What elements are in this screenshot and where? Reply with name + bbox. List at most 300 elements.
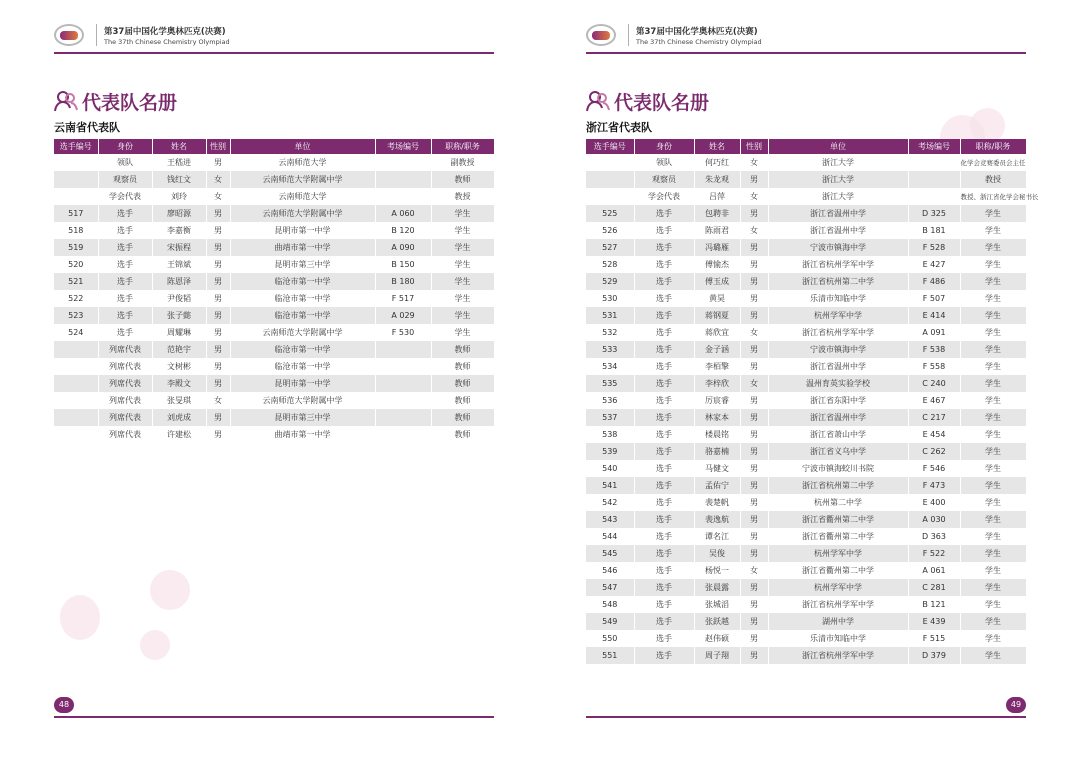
cell-title: 副教授 [431, 154, 494, 171]
cell-room: C 281 [908, 579, 960, 596]
cell-name: 范艳宇 [152, 341, 206, 358]
cell-name: 李嘉衡 [152, 222, 206, 239]
cell-room [375, 409, 431, 426]
cell-player-id: 519 [54, 239, 98, 256]
cell-sex: 男 [206, 154, 230, 171]
cell-name: 黄昊 [694, 290, 740, 307]
cell-player-id [54, 188, 98, 205]
cell-title: 学生 [431, 256, 494, 273]
cell-sex: 男 [206, 222, 230, 239]
cell-name: 刘玲 [152, 188, 206, 205]
cell-role: 选手 [98, 290, 152, 307]
cell-sex: 男 [206, 239, 230, 256]
cell-role: 选手 [98, 324, 152, 341]
cell-room: F 486 [908, 273, 960, 290]
olympiad-logo-icon [586, 24, 616, 46]
cell-title: 学生 [431, 239, 494, 256]
cell-player-id: 546 [586, 562, 634, 579]
cell-room: D 363 [908, 528, 960, 545]
cell-title: 教授 [960, 171, 1026, 188]
cell-name: 宋振程 [152, 239, 206, 256]
footer-rule [586, 716, 1026, 718]
cell-title: 学生 [960, 545, 1026, 562]
cell-unit: 昆明市第一中学 [230, 222, 375, 239]
cell-room [375, 358, 431, 375]
cell-sex: 男 [740, 494, 768, 511]
cell-room [908, 188, 960, 205]
cell-title: 学生 [431, 307, 494, 324]
cell-unit: 临沧市第一中学 [230, 358, 375, 375]
cell-sex: 男 [206, 426, 230, 443]
column-header: 考场编号 [375, 139, 431, 154]
cell-role: 选手 [98, 239, 152, 256]
roster-table [586, 139, 1039, 664]
cell-player-id: 549 [586, 613, 634, 630]
cell-sex: 女 [206, 188, 230, 205]
cell-room: E 467 [908, 392, 960, 409]
cell-role: 选手 [634, 290, 694, 307]
cell-unit: 昆明市第一中学 [230, 375, 375, 392]
cell-name: 傅愉杰 [694, 256, 740, 273]
cell-unit: 浙江省衢州第二中学 [768, 511, 908, 528]
table-row [586, 562, 1026, 579]
cell-name: 李梓欣 [694, 375, 740, 392]
cell-name: 朱龙观 [694, 171, 740, 188]
cell-player-id: 533 [586, 341, 634, 358]
header-title-cn: 第37届中国化学奥林匹克(决赛) [636, 27, 758, 37]
column-header: 姓名 [152, 139, 206, 154]
cell-name: 廖昭源 [152, 205, 206, 222]
table-row [586, 545, 1026, 562]
cell-room: B 180 [375, 273, 431, 290]
table-row [586, 630, 1026, 647]
cell-player-id [54, 375, 98, 392]
cell-sex: 男 [740, 647, 768, 664]
cell-name: 杨悦一 [694, 562, 740, 579]
table-header-row [54, 139, 494, 154]
cell-name: 骆嘉楠 [694, 443, 740, 460]
cell-player-id: 545 [586, 545, 634, 562]
cell-title: 学生 [960, 494, 1026, 511]
column-header: 选手编号 [54, 139, 98, 154]
cell-unit: 浙江省杭州学军中学 [768, 647, 908, 664]
cell-room [375, 426, 431, 443]
cell-unit: 杭州学军中学 [768, 579, 908, 596]
cell-unit: 浙江省杭州第二中学 [768, 477, 908, 494]
section-title-text: 代表队名册 [82, 91, 178, 114]
cell-name: 王锦斌 [152, 256, 206, 273]
table-row [586, 239, 1026, 256]
cell-title: 学生 [431, 273, 494, 290]
cell-unit: 温州育英实验学校 [768, 375, 908, 392]
cell-player-id: 531 [586, 307, 634, 324]
cell-sex: 男 [740, 545, 768, 562]
cell-name: 尹俊韬 [152, 290, 206, 307]
cell-unit: 浙江省衢州第二中学 [768, 562, 908, 579]
cell-player-id: 520 [54, 256, 98, 273]
cell-room [375, 188, 431, 205]
cell-name: 陈雨君 [694, 222, 740, 239]
cell-unit: 云南师范大学附属中学 [230, 205, 375, 222]
cell-room: F 558 [908, 358, 960, 375]
cell-unit: 浙江省杭州第二中学 [768, 273, 908, 290]
cell-title: 学生 [960, 307, 1026, 324]
column-header: 身份 [98, 139, 152, 154]
cell-room: F 507 [908, 290, 960, 307]
cell-name: 文树彬 [152, 358, 206, 375]
decorative-blob [60, 595, 100, 640]
province-name: 云南省代表队 [54, 121, 120, 134]
cell-player-id: 539 [586, 443, 634, 460]
table-row [586, 307, 1026, 324]
cell-room: E 400 [908, 494, 960, 511]
cell-player-id: 517 [54, 205, 98, 222]
cell-room: A 090 [375, 239, 431, 256]
cell-room [375, 171, 431, 188]
cell-role: 列席代表 [98, 358, 152, 375]
cell-name: 钱红文 [152, 171, 206, 188]
cell-name: 裴楚帆 [694, 494, 740, 511]
table-row [586, 324, 1026, 341]
cell-player-id: 548 [586, 596, 634, 613]
cell-role: 学会代表 [98, 188, 152, 205]
cell-title: 学生 [960, 409, 1026, 426]
cell-room: F 538 [908, 341, 960, 358]
cell-name: 李栢擎 [694, 358, 740, 375]
cell-room: B 120 [375, 222, 431, 239]
cell-unit: 曲靖市第一中学 [230, 239, 375, 256]
cell-unit: 湖州中学 [768, 613, 908, 630]
cell-unit: 临沧市第一中学 [230, 341, 375, 358]
cell-player-id [586, 188, 634, 205]
table-row [586, 171, 1026, 188]
cell-sex: 男 [740, 205, 768, 222]
cell-role: 选手 [634, 375, 694, 392]
cell-sex: 男 [206, 205, 230, 222]
cell-role: 列席代表 [98, 341, 152, 358]
cell-player-id: 527 [586, 239, 634, 256]
cell-title: 学生 [960, 443, 1026, 460]
table-row [586, 154, 1026, 171]
cell-room: B 150 [375, 256, 431, 273]
page-number: 49 [1006, 697, 1026, 713]
cell-role: 列席代表 [98, 409, 152, 426]
cell-role: 选手 [634, 596, 694, 613]
column-header: 性别 [206, 139, 230, 154]
header-rule [54, 52, 494, 54]
column-header: 身份 [634, 139, 694, 154]
cell-player-id: 525 [586, 205, 634, 222]
cell-player-id: 534 [586, 358, 634, 375]
cell-room [375, 154, 431, 171]
cell-sex: 女 [740, 324, 768, 341]
table-row [586, 613, 1026, 630]
cell-name: 许建松 [152, 426, 206, 443]
cell-room: F 473 [908, 477, 960, 494]
column-header: 职称/职务 [960, 139, 1026, 154]
cell-player-id: 523 [54, 307, 98, 324]
cell-title: 学生 [960, 613, 1026, 630]
cell-unit: 浙江省东阳中学 [768, 392, 908, 409]
table-row [586, 290, 1026, 307]
cell-role: 选手 [634, 341, 694, 358]
cell-room: C 240 [908, 375, 960, 392]
cell-name: 蒋钢夏 [694, 307, 740, 324]
province-name: 浙江省代表队 [586, 121, 652, 134]
cell-player-id [586, 171, 634, 188]
cell-sex: 男 [206, 358, 230, 375]
table-row [54, 392, 494, 409]
cell-unit: 昆明市第三中学 [230, 256, 375, 273]
cell-sex: 男 [740, 392, 768, 409]
cell-unit: 云南师范大学附属中学 [230, 171, 375, 188]
table-row [586, 341, 1026, 358]
table-row [586, 477, 1026, 494]
cell-room: F 515 [908, 630, 960, 647]
column-header: 单位 [768, 139, 908, 154]
cell-unit: 乐清市知临中学 [768, 290, 908, 307]
cell-role: 选手 [634, 426, 694, 443]
cell-sex: 男 [206, 290, 230, 307]
column-header: 单位 [230, 139, 375, 154]
cell-player-id: 518 [54, 222, 98, 239]
cell-title: 教师 [431, 341, 494, 358]
cell-role: 选手 [634, 443, 694, 460]
table-row [586, 426, 1026, 443]
cell-player-id: 532 [586, 324, 634, 341]
cell-title: 学生 [960, 511, 1026, 528]
cell-player-id: 526 [586, 222, 634, 239]
cell-title: 学生 [960, 273, 1026, 290]
cell-room: E 454 [908, 426, 960, 443]
cell-title: 教师 [431, 392, 494, 409]
cell-unit: 乐清市知临中学 [768, 630, 908, 647]
cell-sex: 男 [740, 443, 768, 460]
cell-title: 学生 [431, 290, 494, 307]
cell-player-id [586, 154, 634, 171]
cell-role: 选手 [634, 630, 694, 647]
cell-role: 选手 [634, 579, 694, 596]
cell-role: 选手 [634, 494, 694, 511]
table-header-row [586, 139, 1026, 154]
cell-unit: 临沧市第一中学 [230, 273, 375, 290]
cell-sex: 男 [740, 630, 768, 647]
cell-name: 厉宸睿 [694, 392, 740, 409]
cell-sex: 男 [740, 290, 768, 307]
cell-role: 选手 [634, 205, 694, 222]
cell-title: 学生 [960, 562, 1026, 579]
cell-title: 学生 [431, 205, 494, 222]
cell-room: E 414 [908, 307, 960, 324]
cell-unit: 云南师范大学附属中学 [230, 392, 375, 409]
cell-role: 选手 [634, 477, 694, 494]
table-row [54, 426, 494, 443]
cell-title: 学生 [960, 341, 1026, 358]
cell-room: C 217 [908, 409, 960, 426]
cell-unit: 浙江省义乌中学 [768, 443, 908, 460]
cell-player-id: 538 [586, 426, 634, 443]
cell-room: A 060 [375, 205, 431, 222]
cell-unit: 浙江大学 [768, 171, 908, 188]
cell-unit: 浙江省衢州第二中学 [768, 528, 908, 545]
cell-name: 楼晨铭 [694, 426, 740, 443]
cell-role: 列席代表 [98, 426, 152, 443]
right-page [540, 0, 1080, 772]
cell-role: 选手 [634, 409, 694, 426]
table-row [54, 205, 494, 222]
cell-title: 学生 [960, 528, 1026, 545]
cell-sex: 男 [740, 307, 768, 324]
section-title-text: 代表队名册 [614, 91, 710, 114]
cell-title: 学生 [960, 290, 1026, 307]
decorative-blob [150, 570, 190, 610]
table-row [54, 341, 494, 358]
cell-unit: 云南师范大学 [230, 154, 375, 171]
table-row [586, 273, 1026, 290]
cell-name: 吴俊 [694, 545, 740, 562]
cell-sex: 女 [740, 154, 768, 171]
header-separator [96, 24, 97, 46]
cell-player-id: 547 [586, 579, 634, 596]
cell-sex: 男 [740, 579, 768, 596]
people-icon [586, 89, 610, 113]
cell-room [908, 171, 960, 188]
cell-sex: 男 [740, 409, 768, 426]
table-row [586, 409, 1026, 426]
table-row [586, 494, 1026, 511]
cell-name: 金子涵 [694, 341, 740, 358]
cell-title: 教师 [431, 358, 494, 375]
cell-sex: 男 [740, 477, 768, 494]
cell-sex: 男 [206, 341, 230, 358]
cell-name: 张旻琪 [152, 392, 206, 409]
cell-title: 化学会竞赛委员会主任 [960, 154, 1026, 171]
cell-unit: 杭州学军中学 [768, 545, 908, 562]
cell-player-id [54, 392, 98, 409]
header-title-en: The 37th Chinese Chemistry Olympiad [104, 38, 230, 46]
cell-role: 选手 [98, 307, 152, 324]
cell-room: E 427 [908, 256, 960, 273]
cell-sex: 男 [740, 171, 768, 188]
cell-role: 选手 [98, 205, 152, 222]
cell-title: 学生 [960, 324, 1026, 341]
cell-name: 何巧红 [694, 154, 740, 171]
table-row [54, 188, 494, 205]
cell-sex: 男 [740, 460, 768, 477]
table-row [54, 375, 494, 392]
cell-role: 选手 [634, 613, 694, 630]
cell-role: 领队 [98, 154, 152, 171]
cell-unit: 浙江大学 [768, 188, 908, 205]
cell-title: 学生 [960, 579, 1026, 596]
cell-title: 学生 [960, 205, 1026, 222]
cell-name: 王嵇进 [152, 154, 206, 171]
table-row [586, 375, 1026, 392]
cell-room: F 528 [908, 239, 960, 256]
table-row [54, 222, 494, 239]
cell-role: 选手 [634, 392, 694, 409]
cell-sex: 男 [206, 307, 230, 324]
table-row [586, 392, 1026, 409]
cell-name: 李殿文 [152, 375, 206, 392]
cell-role: 观察员 [98, 171, 152, 188]
cell-role: 选手 [98, 273, 152, 290]
column-header: 选手编号 [586, 139, 634, 154]
cell-role: 列席代表 [98, 392, 152, 409]
cell-title: 学生 [960, 239, 1026, 256]
cell-title: 教师 [431, 171, 494, 188]
cell-room [375, 392, 431, 409]
cell-unit: 临沧市第一中学 [230, 290, 375, 307]
cell-name: 周耀琳 [152, 324, 206, 341]
cell-room: F 522 [908, 545, 960, 562]
cell-role: 观察员 [634, 171, 694, 188]
cell-title: 学生 [960, 256, 1026, 273]
cell-room: C 262 [908, 443, 960, 460]
cell-role: 选手 [634, 528, 694, 545]
cell-title: 学生 [431, 222, 494, 239]
cell-unit: 浙江省温州中学 [768, 358, 908, 375]
cell-role: 选手 [634, 647, 694, 664]
table-row [586, 205, 1026, 222]
column-header: 考场编号 [908, 139, 960, 154]
cell-sex: 男 [740, 341, 768, 358]
cell-player-id [54, 426, 98, 443]
cell-role: 选手 [634, 545, 694, 562]
cell-title: 学生 [960, 477, 1026, 494]
cell-sex: 男 [740, 426, 768, 443]
cell-room [908, 154, 960, 171]
decorative-blob [140, 630, 170, 660]
cell-room: A 061 [908, 562, 960, 579]
cell-player-id [54, 409, 98, 426]
cell-player-id: 524 [54, 324, 98, 341]
cell-sex: 男 [740, 613, 768, 630]
cell-player-id: 529 [586, 273, 634, 290]
cell-name: 裴逸航 [694, 511, 740, 528]
column-header: 性别 [740, 139, 768, 154]
table-row [54, 256, 494, 273]
table-row [54, 358, 494, 375]
cell-name: 赵伟硕 [694, 630, 740, 647]
cell-player-id: 521 [54, 273, 98, 290]
cell-title: 教师 [431, 375, 494, 392]
cell-room [375, 375, 431, 392]
cell-name: 陈恩泽 [152, 273, 206, 290]
cell-player-id: 544 [586, 528, 634, 545]
cell-sex: 男 [740, 358, 768, 375]
cell-title: 学生 [960, 630, 1026, 647]
cell-player-id: 528 [586, 256, 634, 273]
cell-role: 选手 [634, 324, 694, 341]
footer-rule [54, 716, 494, 718]
cell-room: A 029 [375, 307, 431, 324]
cell-sex: 男 [740, 239, 768, 256]
cell-unit: 曲靖市第一中学 [230, 426, 375, 443]
cell-role: 选手 [98, 256, 152, 273]
header-separator [628, 24, 629, 46]
section-title [586, 88, 709, 114]
column-header: 职称/职务 [431, 139, 494, 154]
table-row [54, 307, 494, 324]
decorative-blob [970, 108, 1005, 143]
cell-role: 选手 [634, 358, 694, 375]
cell-name: 周子翔 [694, 647, 740, 664]
cell-role: 选手 [634, 222, 694, 239]
cell-name: 蒋欣宜 [694, 324, 740, 341]
cell-role: 选手 [634, 239, 694, 256]
cell-sex: 男 [206, 375, 230, 392]
